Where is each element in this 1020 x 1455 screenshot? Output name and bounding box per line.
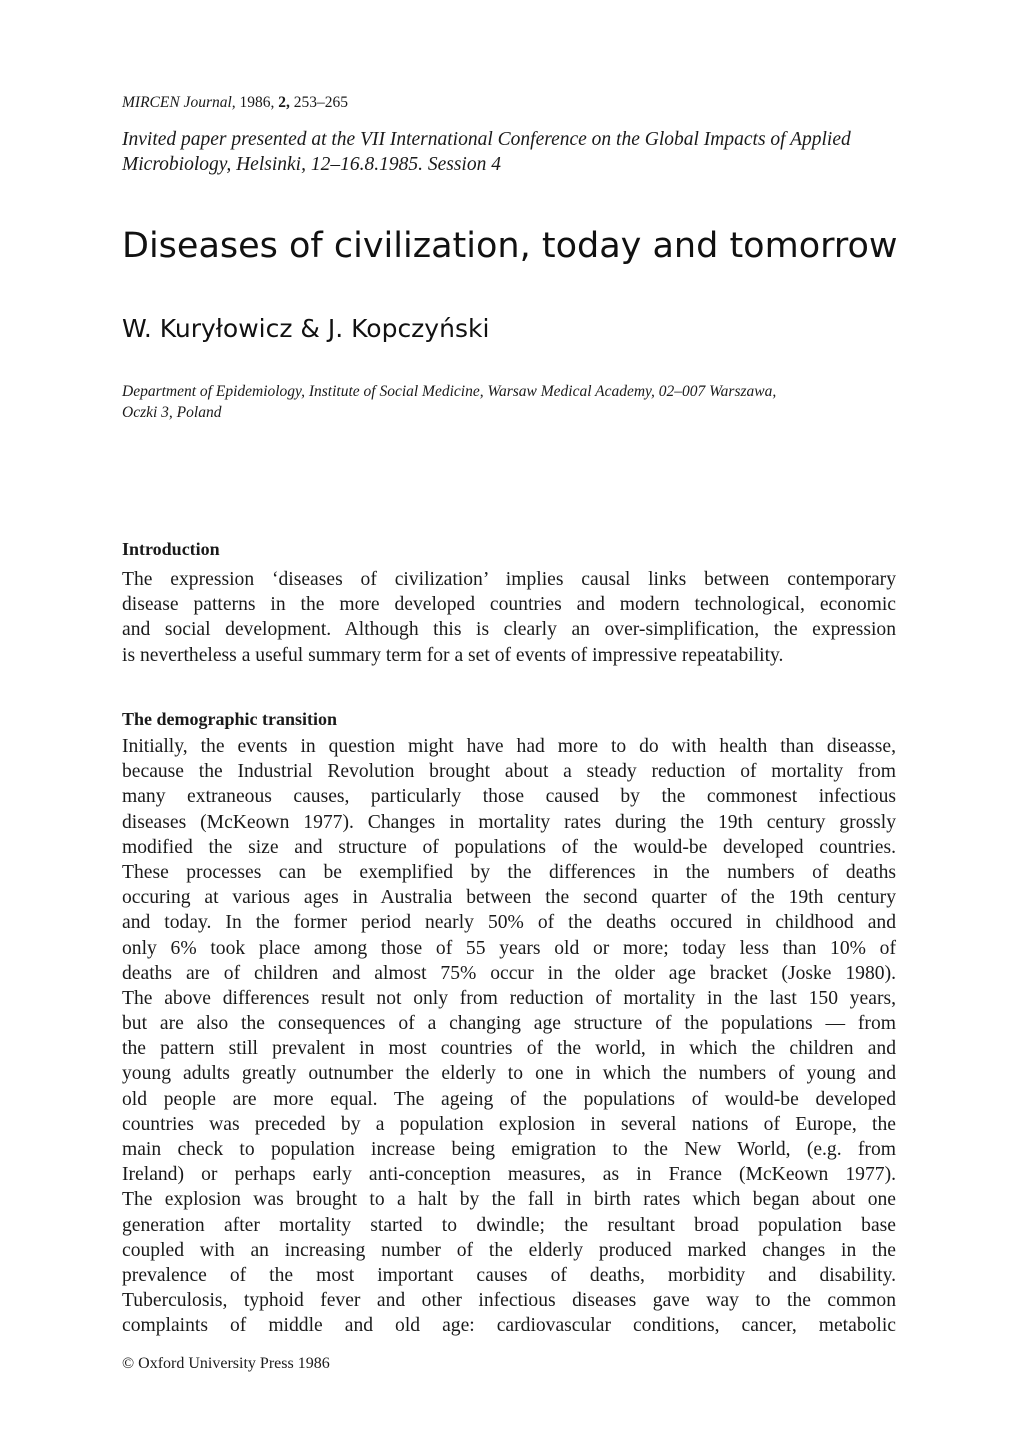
paragraph-line: old people are more equal. The ageing of the populations of would-be developed: [122, 1088, 896, 1110]
journal-reference: [122, 94, 348, 112]
author-affiliation: [122, 381, 896, 423]
section-heading-introduction: Introduction: [122, 539, 220, 559]
paragraph-line: Tuberculosis, typhoid fever and other infectious diseases gave way to the common: [122, 1290, 896, 1312]
paragraph-line: coupled with an increasing number of the elderly produced marked changes in the: [122, 1239, 896, 1261]
paragraph-line: modified the size and structure of populations of the would-be developed countries.: [122, 836, 896, 858]
demographic-transition-paragraph: [122, 734, 896, 1339]
paragraph-line: is nevertheless a useful summary term for a set of events of impressive repeatability.: [122, 644, 784, 666]
paragraph-line: generation after mortality started to dwindle; the resultant broad population base: [122, 1214, 896, 1236]
affiliation-line: Oczki 3, Poland: [122, 404, 222, 421]
paragraph-line: complaints of middle and old age: cardiovascular conditions, cancer, metabolic: [122, 1315, 896, 1337]
paragraph-line: Initially, the events in question might have had more to do with health than diseasse,: [122, 736, 896, 757]
paragraph-line: These processes can be exemplified by the differences in the numbers of deaths: [122, 861, 896, 883]
paragraph-line: main check to population increase being emigration to the New World, (e.g. from: [122, 1139, 896, 1160]
journal-name: MIRCEN Journal,: [122, 94, 236, 111]
copyright-notice: © Oxford University Press 1986: [122, 1355, 330, 1372]
paragraph-line: The above differences result not only from reduction of mortality in the last 150 years,: [122, 987, 896, 1009]
article-authors: W. Kuryłowicz & J. Kopczyński: [122, 314, 490, 343]
paragraph-line: young adults greatly outnumber the elderly to one in which the numbers of young and: [122, 1063, 896, 1085]
paragraph-line: diseases (McKeown 1977). Changes in mortality rates during the 19th century grossly: [122, 811, 896, 833]
paragraph-line: the pattern still prevalent in most countries of the world, in which the children and: [122, 1038, 896, 1060]
journal-volume: 2,: [278, 94, 290, 111]
paragraph-line: because the Industrial Revolution brought about a steady reduction of mortality from: [122, 761, 896, 783]
paragraph-line: and today. In the former period nearly 50% of the deaths occured in childhood and: [122, 912, 896, 934]
introduction-paragraph: [122, 567, 896, 668]
paragraph-line: The explosion was brought to a halt by the fall in birth rates which began about one: [122, 1189, 896, 1211]
paragraph-line: countries was preceded by a population explosion in several nations of Europe, the: [122, 1113, 896, 1135]
section-heading-demographic-transition: The demographic transition: [122, 709, 338, 729]
paragraph-line: The expression ‘diseases of civilization’ implies causal links between contemporary: [122, 569, 896, 590]
paragraph-line: deaths are of children and almost 75% occur in the older age bracket (Joske 1980).: [122, 962, 896, 984]
affiliation-line: Department of Epidemiology, Institute of Social Medicine, Warsaw Medical Academy, 02–007 Warszawa,: [122, 383, 777, 400]
paragraph-line: disease patterns in the more developed countries and modern technological, economic: [122, 594, 896, 616]
paragraph-line: Ireland) or perhaps early anti-conception measures, as in France (McKeown 1977).: [122, 1164, 896, 1186]
journal-year: 1986,: [239, 94, 275, 111]
paragraph-line: many extraneous causes, particularly those caused by the commonest infectious: [122, 786, 896, 808]
article-title: Diseases of civilization, today and tomorrow: [122, 226, 898, 266]
invited-paper-note: Invited paper presented at the VII International Conference on the Global Impacts of Applied Microbiology, Helsinki, 12–16.8.1985. Session 4: [122, 129, 851, 175]
paragraph-line: occuring at various ages in Australia between the second quarter of the 19th century: [122, 887, 896, 909]
paragraph-line: only 6% took place among those of 55 years old or more; today less than 10% of: [122, 937, 896, 959]
paragraph-line: prevalence of the most important causes of deaths, morbidity and disability.: [122, 1264, 896, 1286]
journal-pages: 253–265: [293, 94, 349, 111]
paragraph-line: but are also the consequences of a changing age structure of the populations — from: [122, 1013, 896, 1035]
paragraph-line: and social development. Although this is clearly an over-simplification, the expression: [122, 619, 896, 641]
